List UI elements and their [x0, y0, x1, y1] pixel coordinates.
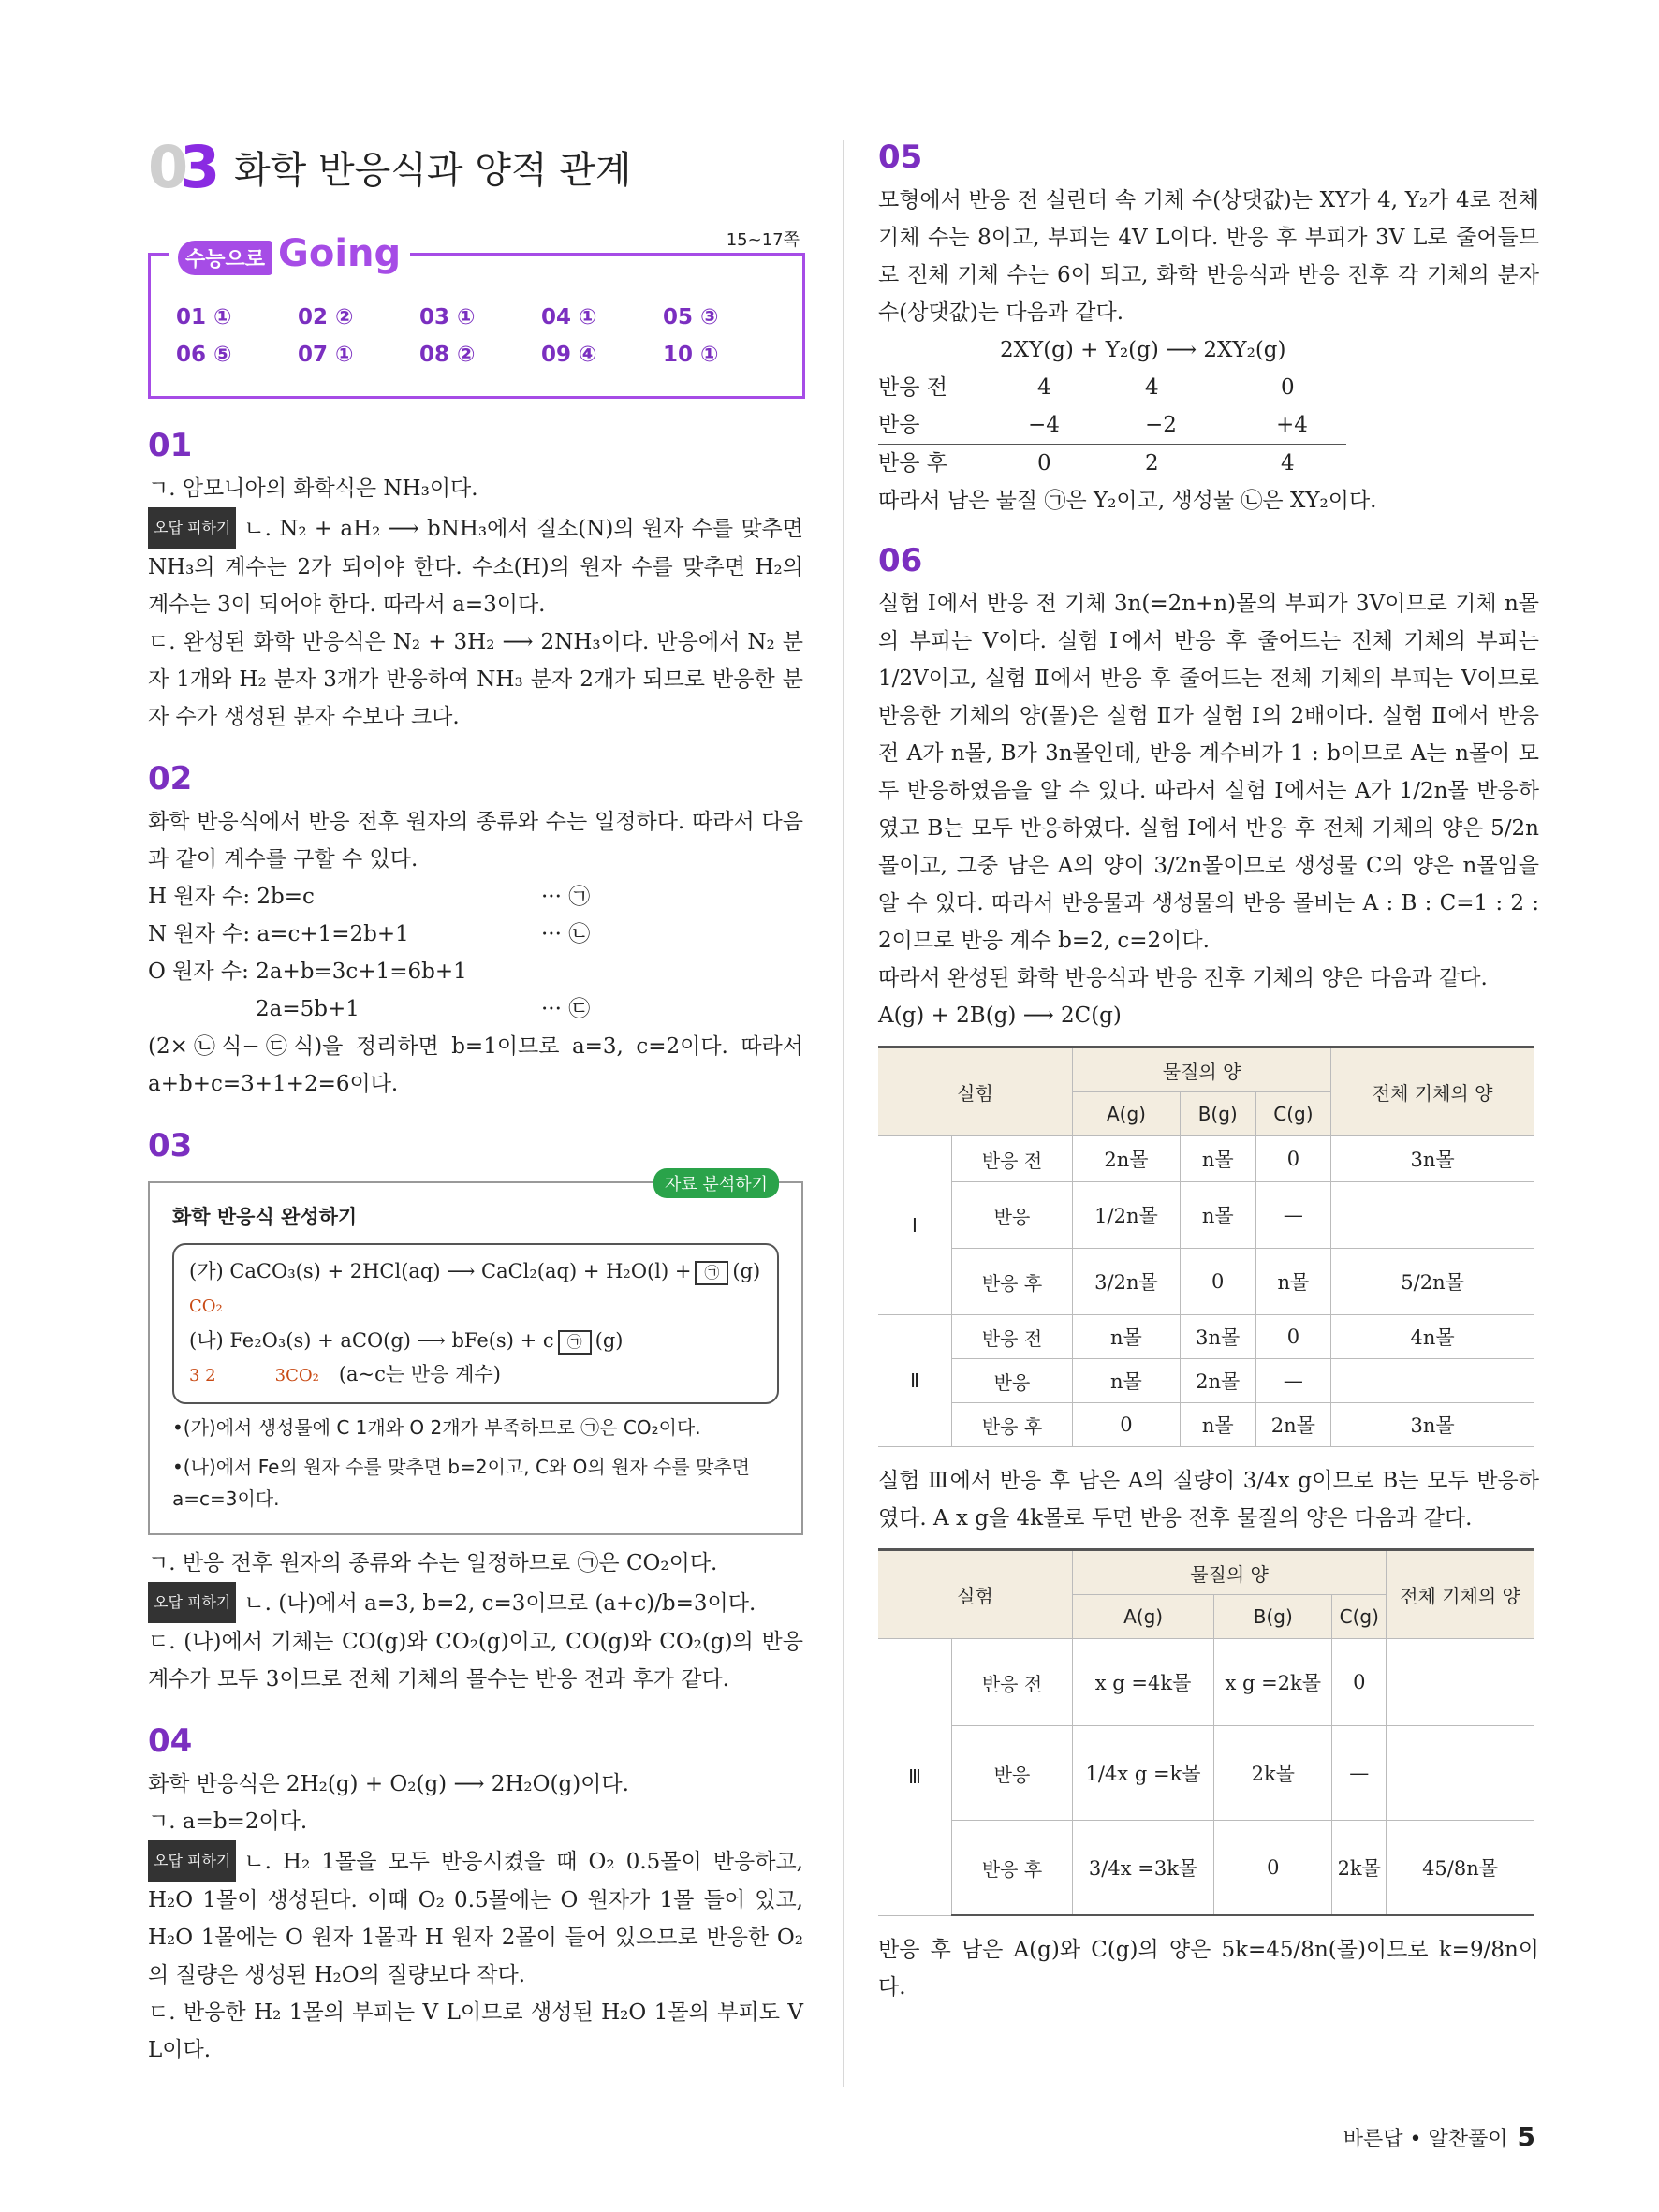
answer-item: 04 ①: [541, 305, 597, 330]
answer-item: 06 ⑤: [176, 343, 232, 367]
reaction-equations: (가) CaCO₃(s) + 2HCl(aq) ⟶ CaCl₂(aq) + H₂O(l) + ㉠ (g) CO₂ (나) Fe₂O₃(s) + aCO(g) ⟶ bFe(s) + c ㉠ (g) 3 2 3CO₂ (a~c는 반응 계수): [172, 1243, 779, 1404]
tip-tag: 오답 피하기: [148, 1840, 236, 1882]
tip-tag: 오답 피하기: [148, 507, 236, 549]
table-row: 반응 후 3/4x =3k몰 0 2k몰 45/8n몰: [878, 1821, 1534, 1916]
table-row: 반응 후 0 n몰 2n몰 3n몰: [878, 1403, 1534, 1447]
question-03: 03 자료 분석하기 화학 반응식 완성하기 (가) CaCO₃(s) + 2HCl(aq) ⟶ CaCl₂(aq) + H₂O(l) + ㉠ (g) CO₂ (나) Fe₂O₃(s) + aCO(g) ⟶ bFe(s) + c ㉠ (g) 3 2 3CO₂ (a~c는 반응 계수) •(가)에서 생성물에 C 1개와 O 2개가 부족하므로 ㉠은 CO₂이다. •(나)에서 Fe의 원자 수를 맞추면 b=2이고, C와 O의 원자 수를 맞추면 a=c=3이다. ㄱ. 반응 전후 원자의 종류와 수는 일정하므로 ㉠은 CO₂이다. 오답 피하기 ㄴ. (나)에서 a=3, b=2, c=3이므로 (a+c)/b=3이다. ㄷ. (나)에서 기체는 CO(g)와 CO₂(g)이고, CO(g)와 CO₂(g)의 반응 계수가 모두 3이므로 전체 기체의 몰수는 반응 전과 후가 같다.: [148, 1127, 803, 1692]
page-range: 15~17쪽: [726, 230, 800, 250]
table-row: 반응 1/4x g =k몰 2k몰 —: [878, 1726, 1534, 1821]
answer-item: 02 ②: [298, 305, 354, 330]
question-06: 06 실험 Ⅰ에서 반응 전 기체 3n(=2n+n)몰의 부피가 3V이므로 기체 n몰의 부피는 V이다. 실험 Ⅰ에서 반응 후 줄어드는 전체 기체의 부피는 1/2V이고, 실험 Ⅱ에서 반응 후 줄어드는 전체 기체의 부피는 V이므로 반응한 기체의 양(몰)은 실험 Ⅱ가 실험 Ⅰ의 2배이다. 실험 Ⅱ에서 반응 전 A가 n몰, B가 3n몰인데, 반응 계수비가 1 : b이므로 A는 n몰이 모두 반응하였음을 알 수 있다. 따라서 실험 Ⅰ에서는 A가 1/2n몰 반응하였고 B는 모두 반응하였다. 실험 Ⅰ에서 반응 후 전체 기체의 양은 5/2n몰이고, 그중 남은 A의 양이 3/2n몰이므로 생성물 C의 양은 n몰임을 알 수 있다. 따라서 반응물과 생성물의 반응 몰비는 A : B : C=1 : 2 : 2이므로 반응 계수 b=2, c=2이다. 따라서 완성된 화학 반응식과 반응 전후 기체의 양은 다음과 같다. A(g) + 2B(g) ⟶ 2C(g) 실험 물질의 양 전체 기체의 양 A(g) B(g) C(g) Ⅰ 반응 전 2n몰 n몰 0 3n몰 반응 1/2n몰 n몰 — 반응 후 3/2n몰 0 n몰 5/2n몰 Ⅱ 반응 전 n몰 3n몰 0 4n몰 반응 n몰 2n몰 — 반응 후 0 n몰 2n몰 3n몰 실험 Ⅲ에서 반응 후 남은 A의 질량이 3/4x g이므로 B는 모두 반응하였다. A x g을 4k몰로 두면 반응 전후 물질의 양은 다음과 같다. 실험 물질의 양 전체 기체의 양 A(g) B(g) C(g) Ⅲ 반응 전 x g =4k몰 x g =2k몰 0 반응 1/4x g =k몰 2k몰 — 반응 후 3/4x =3k몰 0 2k몰 45/8n몰 반응 후 남은 A(g)와 C(g)의 양은 5k=45/8n(몰)이므로 k=9/8n이다.: [878, 542, 1539, 2000]
tip-tag: 오답 피하기: [148, 1582, 236, 1623]
chapter-number: 0 3: [148, 132, 215, 201]
data-analysis-tag: 자료 분석하기: [653, 1168, 779, 1198]
table-row: Ⅲ 반응 전 x g =4k몰 x g =2k몰 0: [878, 1639, 1534, 1726]
answer-item: 07 ①: [298, 343, 354, 367]
question-04: 04 화학 반응식은 2H₂(g) + O₂(g) ⟶ 2H₂O(g)이다. ㄱ. a=b=2이다. 오답 피하기 ㄴ. H₂ 1몰을 모두 반응시켰을 때 O₂ 0.5몰이 반응하고, H₂O 1몰이 생성된다. 이때 O₂ 0.5몰에는 O 원자가 1몰 들어 있고, H₂O 1몰에는 O 원자 1몰과 H 원자 2몰이 들어 있으므로 반응한 O₂의 질량은 생성된 H₂O의 질량보다 작다. ㄷ. 반응한 H₂ 1몰의 부피는 V L이므로 생성된 H₂O 1몰의 부피도 V L이다.: [148, 1722, 803, 2062]
table-row: 반응 n몰 2n몰 —: [878, 1359, 1534, 1403]
answer-item: 10 ①: [663, 343, 719, 367]
table-row: Ⅱ 반응 전 n몰 3n몰 0 4n몰: [878, 1315, 1534, 1359]
table-row: 반응 후 3/2n몰 0 n몰 5/2n몰: [878, 1249, 1534, 1315]
table-row: Ⅰ 반응 전 2n몰 n몰 0 3n몰: [878, 1136, 1534, 1182]
left-column: [148, 427, 803, 2069]
question-01: 01 ㄱ. 암모니아의 화학식은 NH₃이다. 오답 피하기 ㄴ. N₂ + aH₂ ⟶ bNH₃에서 질소(N)의 원자 수를 맞추면 NH₃의 계수는 2가 되어야 한다. 수소(H)의 원자 수를 맞추면 H₂의 계수는 3이 되어야 한다. 따라서 a=3이다. ㄷ. 완성된 화학 반응식은 N₂ + 3H₂ ⟶ 2NH₃이다. 반응에서 N₂ 분자 1개와 H₂ 분자 3개가 반응하여 NH₃ 분자 2개가 되므로 반응한 분자 수가 생성된 분자 수보다 크다.: [148, 427, 803, 729]
question-02: 02 화학 반응식에서 반응 전후 원자의 종류와 수는 일정하다. 따라서 다음과 같이 계수를 구할 수 있다. H 원자 수: 2b=c ··· ㉠ N 원자 수: a=c+1=2b+1 ··· ㉡ O 원자 수: 2a+b=3c+1=6b+1 2a=5b+1 ··· ㉢ (2×㉡식−㉢식)을 정리하면 b=1이므로 a=3, c=2이다. 따라서 a+b+c=3+1+2=6이다.: [148, 760, 803, 1096]
going-logo: 수능으로 Going: [169, 232, 410, 275]
answer-item: 01 ①: [176, 305, 232, 330]
answer-item: 05 ③: [663, 305, 719, 330]
chapter-header: [148, 132, 632, 201]
table-row: 반응 1/2n몰 n몰 —: [878, 1182, 1534, 1249]
answer-summary-box: [148, 232, 803, 397]
column-divider: [843, 140, 844, 2087]
page-footer: 바른답 • 알찬풀이 5: [1343, 2121, 1535, 2152]
experiment-table-1: 실험 물질의 양 전체 기체의 양 A(g) B(g) C(g) Ⅰ 반응 전 2n몰 n몰 0 3n몰 반응 1/2n몰 n몰 — 반응 후 3/2n몰 0 n몰 5/2n몰 Ⅱ 반응 전 n몰 3n몰 0 4n몰 반응 n몰 2n몰 — 반응 후 0 n몰 2n몰 3n몰: [878, 1046, 1534, 1447]
right-column: [878, 139, 1539, 2006]
chapter-title: 화학 반응식과 양적 관계: [234, 148, 632, 192]
stoichiometry-table: 2XY(g) + Y₂(g) ⟶ 2XY₂(g) 반응 전 4 4 0 반응 −4 −2 +4 반응 후 0 2 4: [878, 331, 1539, 482]
experiment-table-2: 실험 물질의 양 전체 기체의 양 A(g) B(g) C(g) Ⅲ 반응 전 x g =4k몰 x g =2k몰 0 반응 1/4x g =k몰 2k몰 — 반응 후 3/4x =3k몰 0 2k몰 45/8n몰: [878, 1548, 1534, 1916]
answer-item: 03 ①: [419, 305, 476, 330]
page-number: 5: [1517, 2121, 1535, 2152]
data-analysis-box: 자료 분석하기 화학 반응식 완성하기 (가) CaCO₃(s) + 2HCl(aq) ⟶ CaCl₂(aq) + H₂O(l) + ㉠ (g) CO₂ (나) Fe₂O₃(s) + aCO(g) ⟶ bFe(s) + c ㉠ (g) 3 2 3CO₂ (a~c는 반응 계수) •(가)에서 생성물에 C 1개와 O 2개가 부족하므로 ㉠은 CO₂이다. •(나)에서 Fe의 원자 수를 맞추면 b=2이고, C와 O의 원자 수를 맞추면 a=c=3이다.: [148, 1181, 803, 1535]
answer-grid: [176, 305, 785, 367]
answer-item: 08 ②: [419, 343, 476, 367]
answer-item: 09 ④: [541, 343, 597, 367]
question-05: 05 모형에서 반응 전 실린더 속 기체 수(상댓값)는 XY가 4, Y₂가 4로 전체 기체 수는 8이고, 부피는 4V L이다. 반응 후 부피가 3V L로 줄어들므로 전체 기체 수는 6이 되고, 화학 반응식과 반응 전후 각 기체의 분자 수(상댓값)는 다음과 같다. 2XY(g) + Y₂(g) ⟶ 2XY₂(g) 반응 전 4 4 0 반응 −4 −2 +4 반응 후 0 2 4 따라서 남은 물질 ㉠은 Y₂이고, 생성물 ㉡은 XY₂이다.: [878, 139, 1539, 513]
